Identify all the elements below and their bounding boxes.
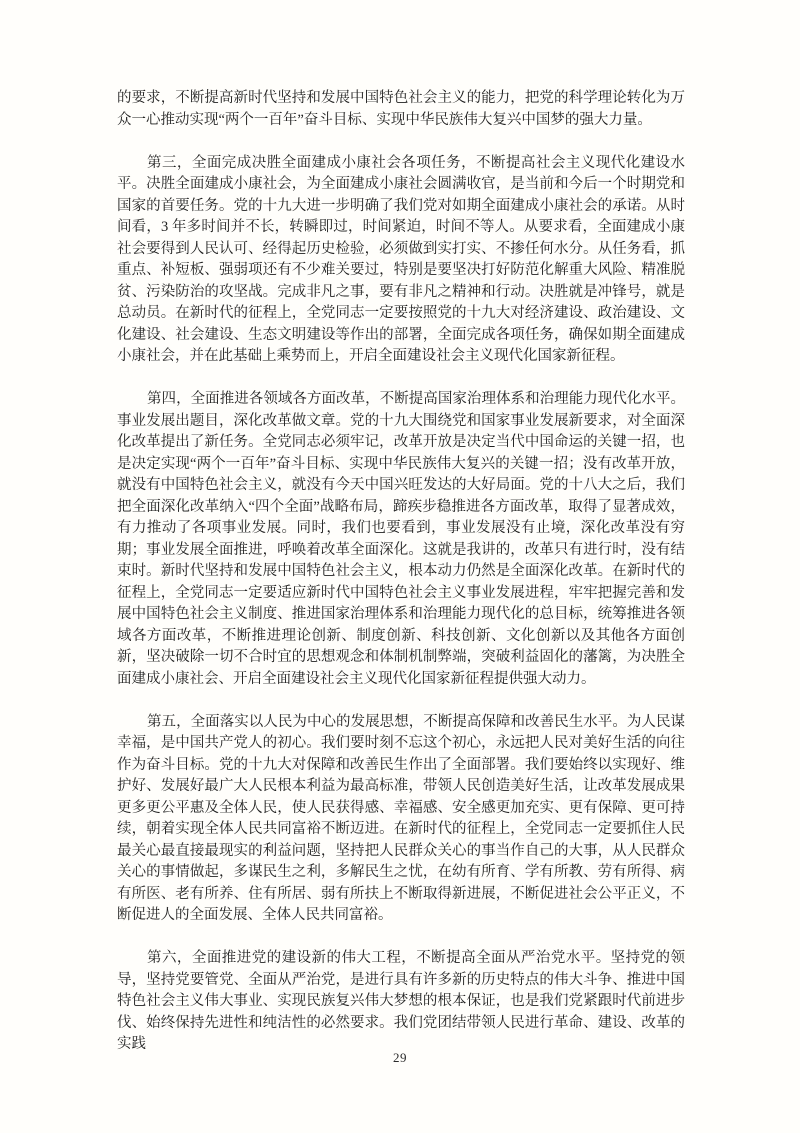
paragraph: 第五，全面落实以人民为中心的发展思想，不断提高保障和改善民生水平。为人民谋幸福，是中国共产党人的初心。我们要时刻不忘这个初心，永远把人民对美好生活的向往作为奋斗目标。党的十九大对保障和改善民生作出了全面部署。我们要始终以实现好、维护好、发展好最广大人民根本利益为最高标准，带领人民创造美好生活，让改革发展成果更多更公平惠及全体人民，使人民获得感、幸福感、安全感更加充实、更有保障、更可持续，朝着实现全体人民共同富裕不断迈进。在新时代的征程上，全党同志一定要抓住人民最关心最直接最现实的利益问题，坚持把人民群众关心的事当作自己的大事，从人民群众关心的事情做起，多谋民生之利，多解民生之忧，在幼有所育、学有所教、劳有所得、病有所医、老有所养、住有所居、弱有所扶上不断取得新进展，不断促进社会公平正义，不断促进人的全面发展、全体人民共同富裕。 bbox=[117, 713, 685, 923]
paragraph: 第四，全面推进各领域各方面改革，不断提高国家治理体系和治理能力现代化水平。事业发展出题目，深化改革做文章。党的十九大围绕党和国家事业发展新要求，对全面深化改革提出了新任务。全党同志必须牢记，改革开放是决定当代中国命运的关键一招，也是决定实现“两个一百年”奋斗目标、实现中华民族伟大复兴的关键一招；没有改革开放，就没有中国特色社会主义，就没有今天中国兴旺发达的大好局面。党的十八大之后，我们把全面深化改革纳入“四个全面”战略布局，蹄疾步稳推进各方面改革，取得了显著成效，有力推动了各项事业发展。同时，我们也要看到，事业发展没有止境，深化改革没有穷期；事业发展全面推进，呼唤着改革全面深化。这就是我讲的，改革只有进行时，没有结束时。新时代坚持和发展中国特色社会主义，根本动力仍然是全面深化改革。在新时代的征程上，全党同志一定要适应新时代中国特色社会主义事业发展进程，牢牢把握完善和发展中国特色社会主义制度、推进国家治理体系和治理能力现代化的总目标，统筹推进各领域各方面改革，不断推进理论创新、制度创新、科技创新、文化创新以及其他各方面创新，坚决破除一切不合时宜的思想观念和体制机制弊端，突破利益固化的藩篱，为决胜全面建成小康社会、开启全面建设社会主义现代化国家新征程提供强大动力。 bbox=[117, 391, 685, 687]
paragraph: 第三，全面完成决胜全面建成小康社会各项任务，不断提高社会主义现代化建设水平。决胜全面建成小康社会，为全面建成小康社会圆满收官，是当前和今后一个时期党和国家的首要任务。党的十九大进一步明确了我们党对如期全面建成小康社会的承诺。从时间看，3 年多时间并不长，转瞬即过，时间紧迫，时间不等人。从要求看，全面建成小康社会要得到人民认可、经得起历史检验，必须做到实打实、不掺任何水分。从任务看，抓重点、补短板、强弱项还有不少难关要过，特别是要坚决打好防范化解重大风险、精准脱贫、污染防治的攻坚战。完成非凡之事，要有非凡之精神和行动。决胜就是冲锋号，就是总动员。在新时代的征程上，全党同志一定要按照党的十九大对经济建设、政治建设、文化建设、社会建设、生态文明建设等作出的部署，全面完成各项任务，确保如期全面建成小康社会，并在此基础上乘势而上，开启全面建设社会主义现代化国家新征程。 bbox=[117, 154, 685, 364]
paragraph: 第六，全面推进党的建设新的伟大工程，不断提高全面从严治党水平。坚持党的领导，坚持党要管党、全面从严治党，是进行具有许多新的历史特点的伟大斗争、推进中国特色社会主义伟大事业、实现民族复兴伟大梦想的根本保证，也是我们党紧跟时代前进步伐、始终保持先进性和纯洁性的必然要求。我们党团结带领人民进行革命、建设、改革的实践 bbox=[117, 950, 685, 1052]
document-body bbox=[117, 88, 685, 1077]
page-number: 29 bbox=[393, 1050, 407, 1065]
paragraph: 的要求，不断提高新时代坚持和发展中国特色社会主义的能力，把党的科学理论转化为万众一心推动实现“两个一百年”奋斗目标、实现中华民族伟大复兴中国梦的强大力量。 bbox=[117, 90, 685, 128]
